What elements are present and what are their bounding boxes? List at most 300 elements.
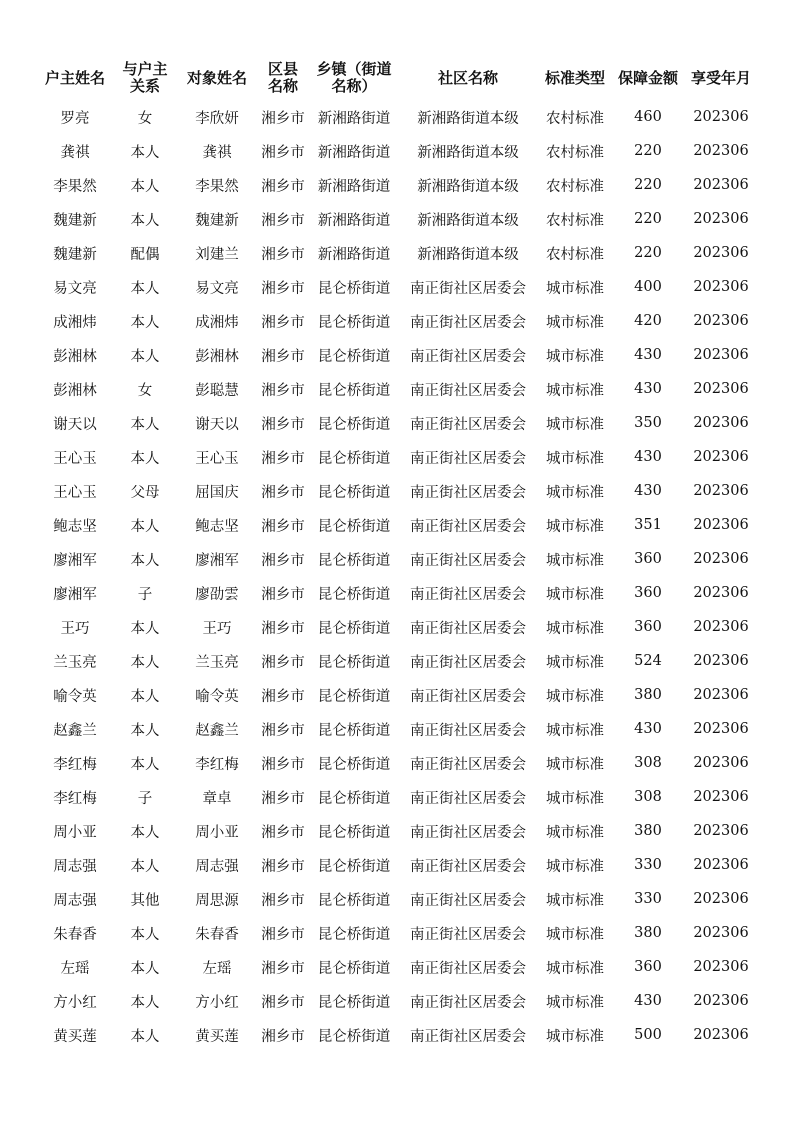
subsidy-roster-table [38,56,758,1052]
header-text-line: 标准类型 [544,68,605,87]
subsidy-amount-cell: 308 [634,755,662,771]
county-name-header [256,56,310,100]
standard-type-cell: 农村标准 [546,246,604,263]
header-text-line: 保障金额 [617,68,678,87]
relationship-cell: 本人 [130,280,160,297]
community-name-cell: 南正街社区居委会 [410,858,526,875]
subsidy-amount-cell: 220 [634,177,662,193]
table-row [38,678,758,712]
community-name-cell: 南正街社区居委会 [410,382,526,399]
county-name-cell: 湘乡市 [261,382,305,399]
table-row [38,304,758,338]
subsidy-amount-cell: 360 [634,959,662,975]
householder-name-cell: 魏建新 [53,246,97,263]
householder-name-cell: 龚祺 [60,144,90,161]
recipient-name-cell: 王巧 [202,620,232,637]
householder-name-cell: 易文亮 [53,280,97,297]
table-row [38,916,758,950]
table-row [38,644,758,678]
relationship-cell: 本人 [130,994,160,1011]
community-name-cell: 南正街社区居委会 [410,348,526,365]
recipient-name-cell: 刘建兰 [195,246,239,263]
subsidy-amount-cell: 380 [634,925,662,941]
community-name-cell: 新湘路街道本级 [417,110,519,127]
relationship-cell: 本人 [130,144,160,161]
subsidy-amount-cell: 360 [634,585,662,601]
standard-type-cell: 城市标准 [546,450,604,467]
table-row [38,168,758,202]
standard-type-cell: 城市标准 [546,688,604,705]
householder-name-cell: 谢天以 [53,416,97,433]
county-name-cell: 湘乡市 [261,178,305,195]
householder-name-cell: 王心玉 [53,450,97,467]
householder-name-cell: 廖湘军 [53,586,97,603]
community-name-cell: 南正街社区居委会 [410,688,526,705]
town-street-name-cell: 昆仑桥街道 [317,688,391,705]
subsidy-amount-cell: 360 [634,551,662,567]
table-row [38,882,758,916]
table-row [38,338,758,372]
recipient-name-cell: 王心玉 [195,450,239,467]
town-street-name-cell: 新湘路街道 [317,178,391,195]
benefit-month-cell: 202306 [693,415,749,431]
relationship-cell: 父母 [130,484,160,501]
community-name-cell: 南正街社区居委会 [410,416,526,433]
community-name-cell: 南正街社区居委会 [410,790,526,807]
householder-name-cell: 彭湘林 [53,348,97,365]
town-street-name-cell: 昆仑桥街道 [317,450,391,467]
recipient-name-cell: 廖劭雲 [195,586,239,603]
householder-name-cell: 廖湘军 [53,552,97,569]
benefit-month-cell: 202306 [693,585,749,601]
householder-name-cell: 方小红 [53,994,97,1011]
table-row [38,134,758,168]
subsidy-amount-header [612,56,684,100]
county-name-cell: 湘乡市 [261,212,305,229]
relationship-cell: 子 [137,586,153,603]
table-row [38,712,758,746]
standard-type-cell: 城市标准 [546,1028,604,1045]
benefit-month-cell: 202306 [693,279,749,295]
householder-name-cell: 魏建新 [53,212,97,229]
householder-name-cell: 周志强 [53,892,97,909]
subsidy-amount-cell: 220 [634,143,662,159]
relationship-cell: 本人 [130,620,160,637]
benefit-month-cell: 202306 [693,959,749,975]
relationship-cell: 本人 [130,518,160,535]
county-name-cell: 湘乡市 [261,314,305,331]
header-text-line: 名称） [331,77,377,95]
subsidy-amount-cell: 220 [634,211,662,227]
recipient-name-cell: 李欣妍 [195,110,239,127]
county-name-cell: 湘乡市 [261,280,305,297]
standard-type-cell: 城市标准 [546,892,604,909]
householder-name-cell: 王心玉 [53,484,97,501]
town-street-name-cell: 新湘路街道 [317,212,391,229]
benefit-month-cell: 202306 [693,177,749,193]
town-street-name-cell: 昆仑桥街道 [317,994,391,1011]
county-name-cell: 湘乡市 [261,994,305,1011]
town-street-name-cell: 昆仑桥街道 [317,654,391,671]
benefit-month-cell: 202306 [693,483,749,499]
householder-name-cell: 成湘炜 [53,314,97,331]
county-name-cell: 湘乡市 [261,518,305,535]
subsidy-amount-cell: 430 [634,993,662,1009]
recipient-name-cell: 周志强 [195,858,239,875]
table-row [38,848,758,882]
table-body [38,100,758,1052]
relationship-cell: 本人 [130,416,160,433]
subsidy-amount-cell: 430 [634,347,662,363]
standard-type-cell: 城市标准 [546,960,604,977]
recipient-name-cell: 朱春香 [195,926,239,943]
town-street-name-cell: 昆仑桥街道 [317,892,391,909]
householder-name-cell: 鲍志坚 [53,518,97,535]
table-row [38,780,758,814]
town-street-name-cell: 昆仑桥街道 [317,824,391,841]
benefit-month-cell: 202306 [693,211,749,227]
householder-name-header [38,56,112,100]
table-row [38,474,758,508]
subsidy-amount-cell: 330 [634,891,662,907]
table-row [38,508,758,542]
benefit-month-cell: 202306 [693,721,749,737]
county-name-cell: 湘乡市 [261,450,305,467]
benefit-month-cell: 202306 [693,993,749,1009]
householder-name-cell: 罗亮 [60,110,90,127]
community-name-cell: 新湘路街道本级 [417,246,519,263]
subsidy-amount-cell: 430 [634,381,662,397]
standard-type-cell: 城市标准 [546,348,604,365]
relationship-cell: 本人 [130,450,160,467]
standard-type-cell: 城市标准 [546,654,604,671]
county-name-cell: 湘乡市 [261,484,305,501]
benefit-month-cell: 202306 [693,755,749,771]
householder-name-cell: 彭湘林 [53,382,97,399]
county-name-cell: 湘乡市 [261,144,305,161]
relationship-cell: 女 [137,110,153,127]
householder-name-cell: 周志强 [53,858,97,875]
benefit-month-cell: 202306 [693,925,749,941]
table-row [38,746,758,780]
community-name-cell: 南正街社区居委会 [410,450,526,467]
standard-type-cell: 城市标准 [546,314,604,331]
standard-type-cell: 农村标准 [546,178,604,195]
town-street-name-cell: 昆仑桥街道 [317,348,391,365]
householder-name-cell: 周小亚 [53,824,97,841]
benefit-month-cell: 202306 [693,313,749,329]
standard-type-header [538,56,612,100]
standard-type-cell: 农村标准 [546,110,604,127]
community-name-cell: 南正街社区居委会 [410,586,526,603]
standard-type-cell: 城市标准 [546,484,604,501]
town-street-name-cell: 昆仑桥街道 [317,552,391,569]
relationship-cell: 本人 [130,314,160,331]
benefit-month-cell: 202306 [693,347,749,363]
subsidy-amount-cell: 351 [634,517,662,533]
recipient-name-cell: 赵鑫兰 [195,722,239,739]
town-street-name-cell: 昆仑桥街道 [317,382,391,399]
benefit-month-cell: 202306 [693,381,749,397]
benefit-month-cell: 202306 [693,891,749,907]
relationship-cell: 本人 [130,1028,160,1045]
benefit-month-cell: 202306 [693,687,749,703]
standard-type-cell: 城市标准 [546,722,604,739]
subsidy-amount-cell: 420 [634,313,662,329]
recipient-name-cell: 彭聪慧 [195,382,239,399]
table-row [38,984,758,1018]
benefit-month-cell: 202306 [693,857,749,873]
table-row [38,950,758,984]
county-name-cell: 湘乡市 [261,790,305,807]
town-street-name-cell: 昆仑桥街道 [317,790,391,807]
county-name-cell: 湘乡市 [261,586,305,603]
standard-type-cell: 城市标准 [546,858,604,875]
recipient-name-cell: 彭湘林 [195,348,239,365]
subsidy-amount-cell: 430 [634,483,662,499]
recipient-name-cell: 周思源 [195,892,239,909]
subsidy-amount-cell: 430 [634,721,662,737]
standard-type-cell: 农村标准 [546,144,604,161]
recipient-name-header [178,56,256,100]
county-name-cell: 湘乡市 [261,892,305,909]
header-text-line: 乡镇（街道 [316,60,392,78]
benefit-month-cell: 202306 [693,245,749,261]
community-name-cell: 南正街社区居委会 [410,280,526,297]
standard-type-cell: 城市标准 [546,518,604,535]
recipient-name-cell: 谢天以 [195,416,239,433]
county-name-cell: 湘乡市 [261,960,305,977]
community-name-cell: 南正街社区居委会 [410,722,526,739]
subsidy-amount-cell: 524 [634,653,662,669]
header-text-line: 户主姓名 [44,68,105,87]
relationship-cell: 本人 [130,756,160,773]
subsidy-amount-cell: 360 [634,619,662,635]
householder-name-cell: 兰玉亮 [53,654,97,671]
relationship-cell: 本人 [130,552,160,569]
county-name-cell: 湘乡市 [261,722,305,739]
standard-type-cell: 城市标准 [546,620,604,637]
county-name-cell: 湘乡市 [261,246,305,263]
subsidy-amount-cell: 430 [634,449,662,465]
town-street-name-cell: 新湘路街道 [317,144,391,161]
recipient-name-cell: 龚祺 [202,144,232,161]
subsidy-amount-cell: 400 [634,279,662,295]
recipient-name-cell: 黄买莲 [195,1028,239,1045]
county-name-cell: 湘乡市 [261,858,305,875]
table-row [38,610,758,644]
county-name-cell: 湘乡市 [261,824,305,841]
town-street-name-cell: 昆仑桥街道 [317,926,391,943]
relationship-cell: 本人 [130,960,160,977]
table-row [38,440,758,474]
county-name-cell: 湘乡市 [261,688,305,705]
header-text-line: 与户主 [122,60,168,78]
householder-name-cell: 赵鑫兰 [53,722,97,739]
relationship-cell: 本人 [130,722,160,739]
table-row [38,542,758,576]
benefit-month-cell: 202306 [693,653,749,669]
town-street-name-cell: 昆仑桥街道 [317,858,391,875]
householder-name-cell: 李红梅 [53,790,97,807]
community-name-cell: 新湘路街道本级 [417,178,519,195]
householder-name-cell: 左瑶 [60,960,90,977]
standard-type-cell: 城市标准 [546,280,604,297]
recipient-name-cell: 廖湘军 [195,552,239,569]
standard-type-cell: 城市标准 [546,994,604,1011]
header-text-line: 对象姓名 [186,68,247,87]
community-name-cell: 南正街社区居委会 [410,518,526,535]
header-text-line: 区县 [267,60,298,78]
town-street-name-cell: 昆仑桥街道 [317,722,391,739]
benefit-month-cell: 202306 [693,789,749,805]
householder-name-cell: 李果然 [53,178,97,195]
recipient-name-cell: 章卓 [202,790,232,807]
benefit-month-cell: 202306 [693,823,749,839]
table-row [38,814,758,848]
community-name-cell: 南正街社区居委会 [410,926,526,943]
community-name-cell: 南正街社区居委会 [410,654,526,671]
subsidy-amount-cell: 380 [634,823,662,839]
table-row [38,1018,758,1052]
recipient-name-cell: 周小亚 [195,824,239,841]
recipient-name-cell: 兰玉亮 [195,654,239,671]
benefit-month-header [684,56,758,100]
relationship-header [112,56,178,100]
community-name-cell: 南正街社区居委会 [410,756,526,773]
recipient-name-cell: 李果然 [195,178,239,195]
community-name-cell: 南正街社区居委会 [410,824,526,841]
county-name-cell: 湘乡市 [261,1028,305,1045]
standard-type-cell: 城市标准 [546,756,604,773]
community-name-cell: 南正街社区居委会 [410,484,526,501]
table-row [38,270,758,304]
householder-name-cell: 王巧 [60,620,90,637]
householder-name-cell: 黄买莲 [53,1028,97,1045]
subsidy-amount-cell: 220 [634,245,662,261]
community-name-cell: 南正街社区居委会 [410,1028,526,1045]
community-name-cell: 新湘路街道本级 [417,212,519,229]
town-street-name-cell: 新湘路街道 [317,110,391,127]
standard-type-cell: 城市标准 [546,790,604,807]
table-header-row [38,56,758,100]
community-name-cell: 南正街社区居委会 [410,314,526,331]
town-street-name-cell: 昆仑桥街道 [317,416,391,433]
county-name-cell: 湘乡市 [261,348,305,365]
benefit-month-cell: 202306 [693,551,749,567]
recipient-name-cell: 方小红 [195,994,239,1011]
header-text-line: 社区名称 [437,68,498,87]
subsidy-amount-cell: 500 [634,1027,662,1043]
relationship-cell: 本人 [130,688,160,705]
recipient-name-cell: 魏建新 [195,212,239,229]
subsidy-amount-cell: 350 [634,415,662,431]
standard-type-cell: 城市标准 [546,552,604,569]
relationship-cell: 本人 [130,858,160,875]
relationship-cell: 本人 [130,824,160,841]
recipient-name-cell: 喻令英 [195,688,239,705]
header-text-line: 关系 [129,77,160,95]
county-name-cell: 湘乡市 [261,654,305,671]
town-street-name-cell: 昆仑桥街道 [317,1028,391,1045]
county-name-cell: 湘乡市 [261,110,305,127]
householder-name-cell: 朱春香 [53,926,97,943]
town-street-name-cell: 昆仑桥街道 [317,518,391,535]
recipient-name-cell: 李红梅 [195,756,239,773]
benefit-month-cell: 202306 [693,619,749,635]
town-street-name-header [310,56,398,100]
community-name-cell: 南正街社区居委会 [410,620,526,637]
town-street-name-cell: 昆仑桥街道 [317,280,391,297]
town-street-name-cell: 昆仑桥街道 [317,314,391,331]
recipient-name-cell: 成湘炜 [195,314,239,331]
relationship-cell: 本人 [130,926,160,943]
relationship-cell: 子 [137,790,153,807]
subsidy-amount-cell: 308 [634,789,662,805]
recipient-name-cell: 左瑶 [202,960,232,977]
relationship-cell: 其他 [130,892,160,909]
county-name-cell: 湘乡市 [261,416,305,433]
county-name-cell: 湘乡市 [261,620,305,637]
community-name-header [398,56,538,100]
benefit-month-cell: 202306 [693,143,749,159]
benefit-month-cell: 202306 [693,517,749,533]
community-name-cell: 南正街社区居委会 [410,552,526,569]
benefit-month-cell: 202306 [693,1027,749,1043]
community-name-cell: 新湘路街道本级 [417,144,519,161]
county-name-cell: 湘乡市 [261,926,305,943]
benefit-month-cell: 202306 [693,449,749,465]
community-name-cell: 南正街社区居委会 [410,960,526,977]
standard-type-cell: 城市标准 [546,382,604,399]
table-row [38,372,758,406]
town-street-name-cell: 昆仑桥街道 [317,620,391,637]
table-row [38,236,758,270]
table-row [38,100,758,134]
table-row [38,406,758,440]
standard-type-cell: 农村标准 [546,212,604,229]
standard-type-cell: 城市标准 [546,416,604,433]
town-street-name-cell: 昆仑桥街道 [317,586,391,603]
householder-name-cell: 喻令英 [53,688,97,705]
table-row [38,576,758,610]
subsidy-amount-cell: 380 [634,687,662,703]
town-street-name-cell: 昆仑桥街道 [317,756,391,773]
town-street-name-cell: 新湘路街道 [317,246,391,263]
recipient-name-cell: 屈国庆 [195,484,239,501]
relationship-cell: 本人 [130,348,160,365]
standard-type-cell: 城市标准 [546,586,604,603]
county-name-cell: 湘乡市 [261,756,305,773]
relationship-cell: 本人 [130,178,160,195]
header-text-line: 享受年月 [690,68,751,87]
community-name-cell: 南正街社区居委会 [410,994,526,1011]
town-street-name-cell: 昆仑桥街道 [317,484,391,501]
town-street-name-cell: 昆仑桥街道 [317,960,391,977]
relationship-cell: 配偶 [130,246,160,263]
standard-type-cell: 城市标准 [546,824,604,841]
standard-type-cell: 城市标准 [546,926,604,943]
benefit-month-cell: 202306 [693,109,749,125]
subsidy-amount-cell: 330 [634,857,662,873]
relationship-cell: 本人 [130,654,160,671]
table-row [38,202,758,236]
community-name-cell: 南正街社区居委会 [410,892,526,909]
recipient-name-cell: 易文亮 [195,280,239,297]
subsidy-amount-cell: 460 [634,109,662,125]
relationship-cell: 本人 [130,212,160,229]
relationship-cell: 女 [137,382,153,399]
